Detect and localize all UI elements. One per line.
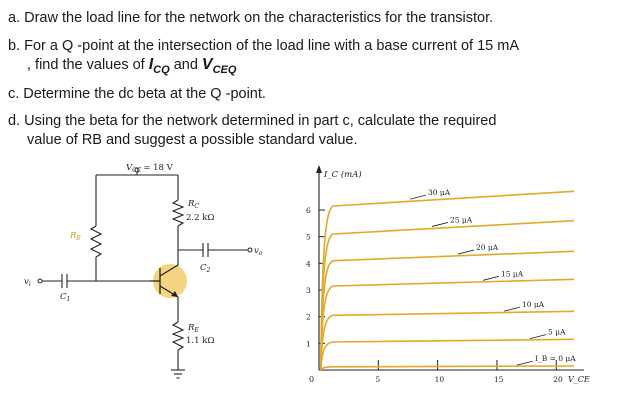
- c2-label: $C_2$: [200, 263, 211, 274]
- curve-label: 30 μA: [428, 188, 451, 198]
- vceq-sub: CEQ: [212, 64, 237, 77]
- x-axis-label: V_CE: [568, 375, 590, 384]
- y-tick-label: 4: [306, 259, 311, 269]
- curve-label: 5 μA: [548, 327, 566, 337]
- y-tick-label: 3: [306, 286, 311, 295]
- x-tick-label: 20: [553, 375, 563, 384]
- question-d-text: d. Using the beta for the network determined in part c, calculate the required: [8, 113, 497, 129]
- y-tick-label: 1: [306, 339, 311, 349]
- ib-curve: [321, 221, 574, 370]
- icq-main: I: [148, 56, 154, 73]
- ib-curve: [321, 251, 574, 370]
- icq-sub: CQ: [153, 64, 170, 77]
- vceq-main: V: [201, 56, 213, 73]
- y-tick-label: 6: [306, 206, 311, 215]
- question-d-text2: value of RB and suggest a possible standard value.: [27, 132, 358, 148]
- curve-label-leader: [432, 222, 448, 226]
- question-b-prefix: , find the values of: [27, 57, 149, 73]
- curve-label-leader: [530, 335, 546, 339]
- curve-label-leader: [517, 361, 533, 365]
- y-tick-label: 5: [306, 232, 311, 242]
- curve-label: 10 μA: [522, 300, 545, 310]
- question-b-text: b. For a Q -point at the intersection of the load line with a base current of 15 mA: [8, 38, 519, 54]
- curve-label: I_B = 0 μA: [535, 354, 576, 364]
- c1-label: $C_1$: [60, 292, 71, 303]
- re-label: $R_E$: [188, 323, 199, 334]
- y-axis-arrow-icon: [316, 165, 322, 173]
- vi-label: $v_i$: [24, 277, 31, 288]
- rc-value: 2.2 kΩ: [186, 213, 215, 223]
- curve-label: 20 μA: [476, 243, 499, 253]
- y-axis-label: I_C (mA): [324, 170, 362, 180]
- question-b-and: and: [169, 57, 202, 73]
- re-value: 1.1 kΩ: [186, 336, 215, 346]
- x-tick-label: 15: [493, 375, 504, 384]
- ib-curve: [321, 366, 574, 370]
- curve-label-leader: [483, 276, 499, 280]
- rb-label: $R_B$: [70, 231, 81, 242]
- vcc-label: $V_{CC} = 18$ V: [126, 163, 173, 174]
- rc-label: $R_C$: [188, 199, 199, 210]
- question-c-text: c. Determine the dc beta at the Q -point.: [8, 86, 266, 102]
- curve-label-leader: [458, 250, 474, 254]
- curve-label-leader: [504, 307, 520, 311]
- x-tick-label: 10: [434, 375, 445, 384]
- question-a-text: a. Draw the load line for the network on the characteristics for the transistor.: [8, 10, 494, 26]
- x-tick-label: 5: [375, 375, 381, 384]
- y-tick-label: 2: [306, 312, 311, 322]
- curve-label-leader: [410, 195, 426, 199]
- origin-label: 0: [309, 375, 315, 384]
- curve-label: 15 μA: [501, 269, 524, 279]
- curve-label: 25 μA: [450, 215, 473, 225]
- vo-label: $v_o$: [254, 246, 263, 257]
